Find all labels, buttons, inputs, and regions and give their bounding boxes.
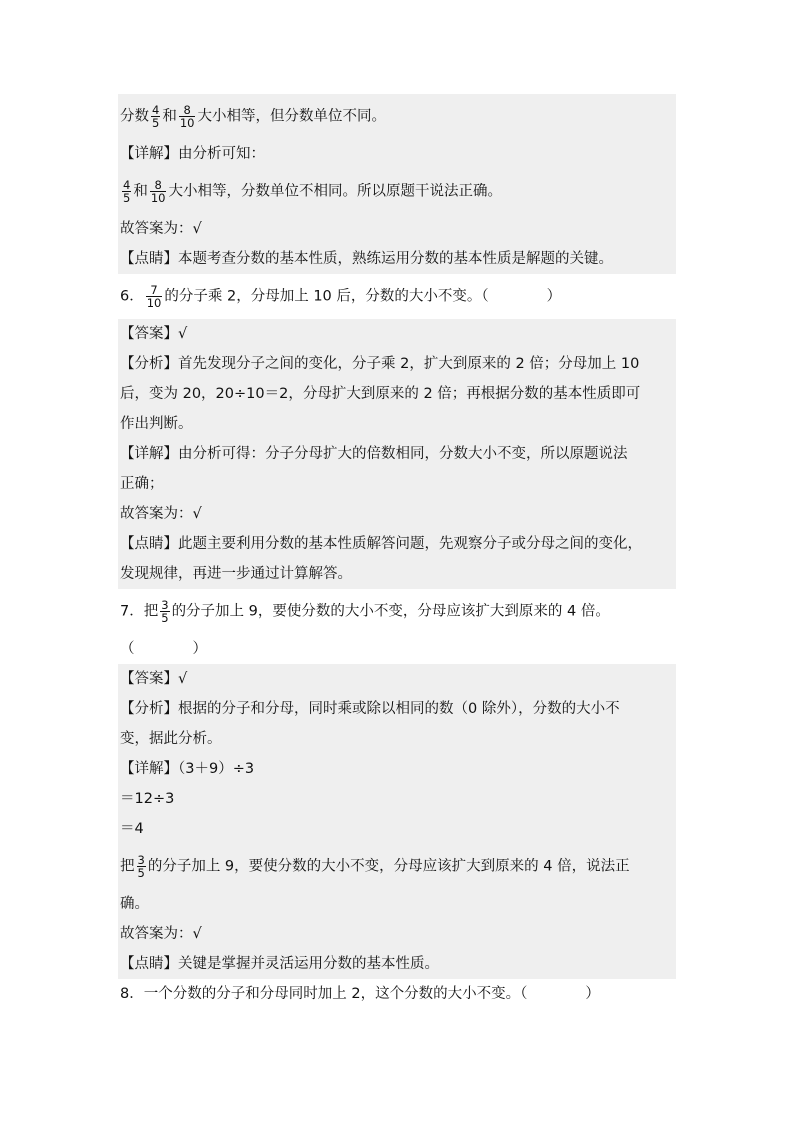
q7-tip — [118, 949, 676, 979]
text: 和 — [162, 108, 177, 125]
detail-text: 由分析可得：分子分母扩大的倍数相同，分数大小不变，所以原题说法 — [178, 446, 628, 462]
q7-analysis — [118, 694, 676, 724]
q6-question — [118, 274, 676, 319]
q5-tip — [118, 244, 676, 274]
question-number: 7． — [120, 603, 144, 620]
q5-answer-line: 故答案为：√ — [118, 214, 676, 244]
text: 和 — [133, 183, 148, 200]
q6-tip — [118, 529, 676, 559]
q7-answer — [118, 664, 676, 694]
denominator: 10 — [150, 191, 166, 205]
question-number: 6． — [120, 288, 144, 305]
q6-analysis — [118, 349, 676, 379]
q7-answer-line: 故答案为：√ — [118, 919, 676, 949]
fraction — [160, 599, 169, 624]
denominator: 5 — [152, 116, 160, 130]
numerator: 7 — [150, 283, 158, 297]
q6-answer-line: 故答案为：√ — [118, 499, 676, 529]
numerator: 8 — [183, 103, 191, 117]
q7-paren: （ ） — [120, 641, 207, 657]
analysis-text: 首先发现分子之间的变化，分子乘 2，扩大到原来的 2 倍；分母加上 10 — [178, 356, 640, 372]
q7-calc-1: ＝12÷3 — [118, 784, 676, 814]
q6-tip-cont: 发现规律，再进一步通过计算解答。 — [118, 559, 676, 589]
tip-text: 本题考查分数的基本性质，熟练运用分数的基本性质是解题的关键。 — [178, 251, 613, 267]
q6-analysis-cont: 后，变为 20，20÷10＝2，分母扩大到原来的 2 倍；再根据分数的基本性质即可 — [118, 379, 676, 409]
numerator: 3 — [161, 598, 169, 612]
q6-analysis-cont: 作出判断。 — [118, 409, 676, 439]
numerator: 3 — [137, 853, 145, 867]
q8-question — [118, 979, 676, 1009]
conclusion-text: 的分子加上 9，要使分数的大小不变，分母应该扩大到原来的 4 倍，说法正 — [147, 858, 630, 875]
answer-value: √ — [178, 671, 188, 687]
fraction — [122, 179, 131, 204]
q7-conclusion — [118, 844, 676, 889]
fraction — [146, 284, 163, 309]
text: 大小相等，但分数单位不同。 — [197, 108, 386, 125]
answer-label: 【答案】 — [120, 671, 178, 687]
detail-label: 【详解】 — [120, 446, 178, 462]
q7-detail — [118, 754, 676, 784]
q5-detail — [118, 139, 676, 169]
denominator: 10 — [179, 116, 195, 130]
fraction — [179, 104, 196, 129]
q7-calc-2: ＝4 — [118, 814, 676, 844]
numerator: 4 — [152, 103, 160, 117]
tip-label: 【点睛】 — [120, 251, 178, 267]
q5-summary — [118, 94, 676, 139]
q6-answer — [118, 319, 676, 349]
numerator: 8 — [154, 178, 162, 192]
q7-question — [118, 589, 676, 634]
analysis-text: 根据的分子和分母，同时乘或除以相同的数（0 除外），分数的大小不 — [178, 701, 620, 717]
numerator: 4 — [123, 178, 131, 192]
q7-analysis-cont: 变，据此分析。 — [118, 724, 676, 754]
text: 把 — [143, 603, 159, 620]
denominator: 5 — [137, 866, 145, 880]
text: 大小相等，分数单位不相同。所以原题干说法正确。 — [168, 183, 502, 200]
question-text: 的分子加上 9，要使分数的大小不变，分母应该扩大到原来的 4 倍。 — [171, 603, 610, 620]
detail-label: 【详解】 — [120, 146, 178, 162]
question-text: 的分子乘 2，分母加上 10 后，分数的大小不变。（ ） — [164, 288, 562, 305]
q5-detail-line2 — [118, 169, 676, 214]
detail-text: （3＋9）÷3 — [178, 761, 255, 777]
question-number: 8． — [120, 986, 144, 1002]
text: 分数 — [120, 108, 149, 125]
fraction — [151, 104, 160, 129]
answer-label: 【答案】 — [120, 326, 178, 342]
q6-detail-cont: 正确； — [118, 469, 676, 499]
detail-text: 由分析可知： — [178, 146, 265, 162]
document-page — [118, 94, 676, 1009]
question-text: 一个分数的分子和分母同时加上 2，这个分数的大小不变。（ ） — [143, 986, 600, 1002]
tip-label: 【点睛】 — [120, 956, 178, 972]
tip-text: 此题主要利用分数的基本性质解答问题，先观察分子或分母之间的变化， — [178, 536, 642, 552]
q7-conclusion-cont: 确。 — [118, 889, 676, 919]
analysis-label: 【分析】 — [120, 356, 178, 372]
denominator: 5 — [161, 611, 169, 625]
tip-label: 【点睛】 — [120, 536, 178, 552]
text: 把 — [120, 858, 135, 875]
detail-label: 【详解】 — [120, 761, 178, 777]
denominator: 5 — [123, 191, 131, 205]
denominator: 10 — [146, 296, 162, 310]
fraction — [150, 179, 167, 204]
answer-value: √ — [178, 326, 188, 342]
fraction — [137, 854, 146, 879]
analysis-label: 【分析】 — [120, 701, 178, 717]
q6-detail — [118, 439, 676, 469]
tip-text: 关键是掌握并灵活运用分数的基本性质。 — [178, 956, 439, 972]
